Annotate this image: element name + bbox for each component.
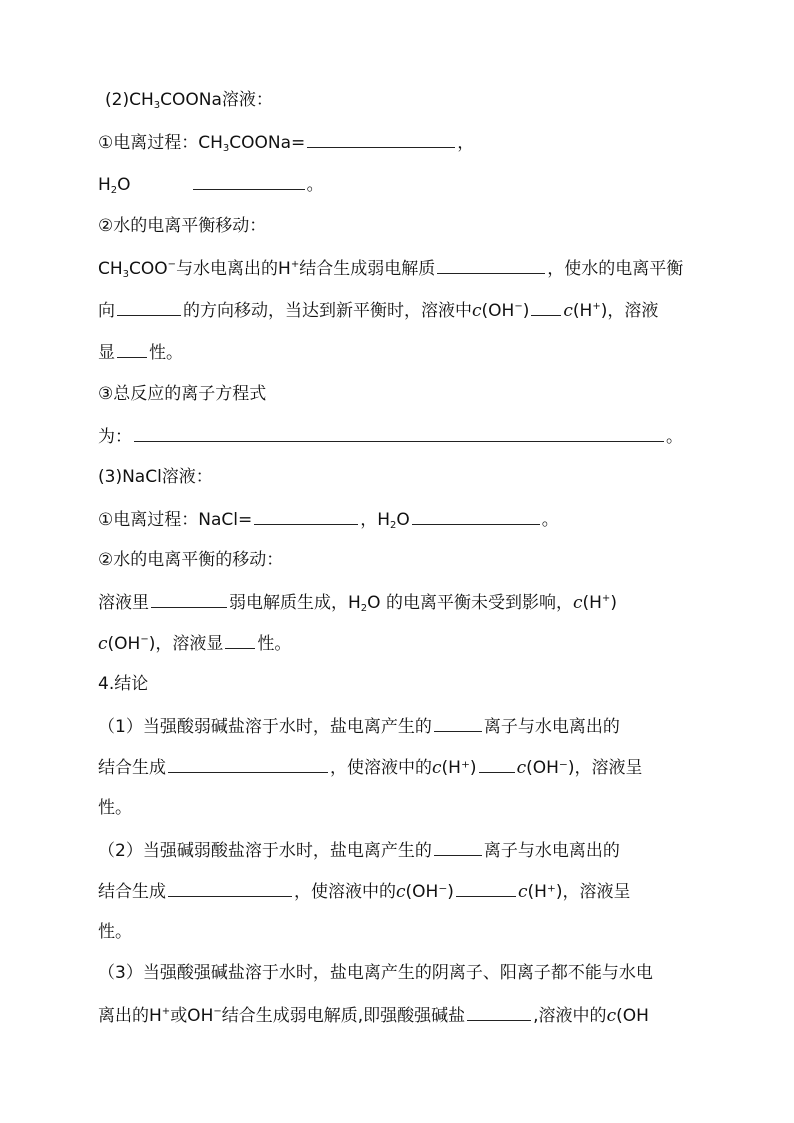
s2-equilibrium-title: ②水的电离平衡移动： bbox=[98, 216, 267, 236]
s2-ionization-line: ①电离过程：$CH_3COONa=$ ， bbox=[98, 130, 474, 155]
blank-p2-product[interactable] bbox=[168, 879, 292, 897]
s4-p3-line-1: （3）当强酸强碱盐溶于水时，盐电离产生的阴离子、阳离子都不能与水电 bbox=[98, 963, 653, 983]
blank-nacl-ionization[interactable] bbox=[254, 507, 358, 525]
blank-p3-property[interactable] bbox=[467, 1003, 531, 1021]
blank-nacl-electrolyte[interactable] bbox=[151, 590, 227, 608]
s4-p1-line-3: 性。 bbox=[98, 798, 132, 818]
s2-water-line: $H_2O$ 。 bbox=[98, 172, 324, 197]
s2-equilibrium-line-2: 向 的方向移动，当达到新平衡时，溶液中c(OH−) c(H+)，溶液 bbox=[98, 298, 658, 323]
s4-p1-line-1: （1）当强酸弱碱盐溶于水时，盐电离产生的 离子与水电离出的 bbox=[98, 714, 620, 739]
section-4-heading: 4.结论 bbox=[98, 674, 149, 694]
s4-p1-line-2: 结合生成 ，使溶液中的c(H⁺) c(OH⁻)，溶液呈 bbox=[98, 755, 643, 780]
blank-nacl-water[interactable] bbox=[412, 507, 540, 525]
blank-nacl-nature[interactable] bbox=[225, 631, 255, 649]
s4-p3-line-2: 离出的H+或OH−结合生成弱电解质,即强酸强碱盐 ,溶液中的c(OH bbox=[98, 1003, 649, 1028]
blank-total-equation[interactable] bbox=[134, 424, 664, 442]
blank-compare-oh-h[interactable] bbox=[531, 298, 561, 316]
s3-equilibrium-line-1: 溶液里 弱电解质生成，$H_2O$ 的电离平衡未受到影响，c(H+) bbox=[98, 590, 617, 615]
blank-weak-electrolyte[interactable] bbox=[437, 256, 545, 274]
s2-equilibrium-line-1: $CH_3COO^-$与水电离出的H+结合生成弱电解质 ，使水的电离平衡 bbox=[98, 256, 683, 281]
s2-total-equation-title: ③总反应的离子方程式 bbox=[98, 384, 267, 404]
blank-p1-compare[interactable] bbox=[479, 755, 515, 773]
s3-equilibrium-line-2: c(OH−)，溶液显 性。 bbox=[98, 631, 291, 656]
s4-p2-line-1: （2）当强碱弱酸盐溶于水时，盐电离产生的 离子与水电离出的 bbox=[98, 838, 620, 863]
s3-equilibrium-title: ②水的电离平衡的移动： bbox=[98, 550, 284, 570]
blank-p1-product[interactable] bbox=[168, 755, 328, 773]
blank-solution-nature[interactable] bbox=[117, 340, 147, 358]
s2-equilibrium-line-3: 显 性。 bbox=[98, 340, 183, 365]
blank-p1-ion[interactable] bbox=[434, 714, 482, 732]
blank-p2-compare[interactable] bbox=[456, 879, 516, 897]
blank-water-ionization[interactable] bbox=[193, 172, 305, 190]
section-3-heading: (3)NaCl溶液： bbox=[98, 467, 213, 487]
blank-ionization-products[interactable] bbox=[307, 130, 455, 148]
blank-p2-ion[interactable] bbox=[434, 838, 482, 856]
s4-p2-line-2: 结合生成 ，使溶液中的c(OH⁻) c(H⁺)，溶液呈 bbox=[98, 879, 631, 904]
s4-p2-line-3: 性。 bbox=[98, 922, 132, 942]
s2-total-equation-line: 为： 。 bbox=[98, 424, 683, 449]
s3-ionization-line: ①电离过程：NaCl= ，$H_2O$ 。 bbox=[98, 507, 559, 532]
section-2-heading: $(2)CH_3COONa$溶液： bbox=[105, 90, 273, 111]
blank-shift-direction[interactable] bbox=[117, 298, 181, 316]
